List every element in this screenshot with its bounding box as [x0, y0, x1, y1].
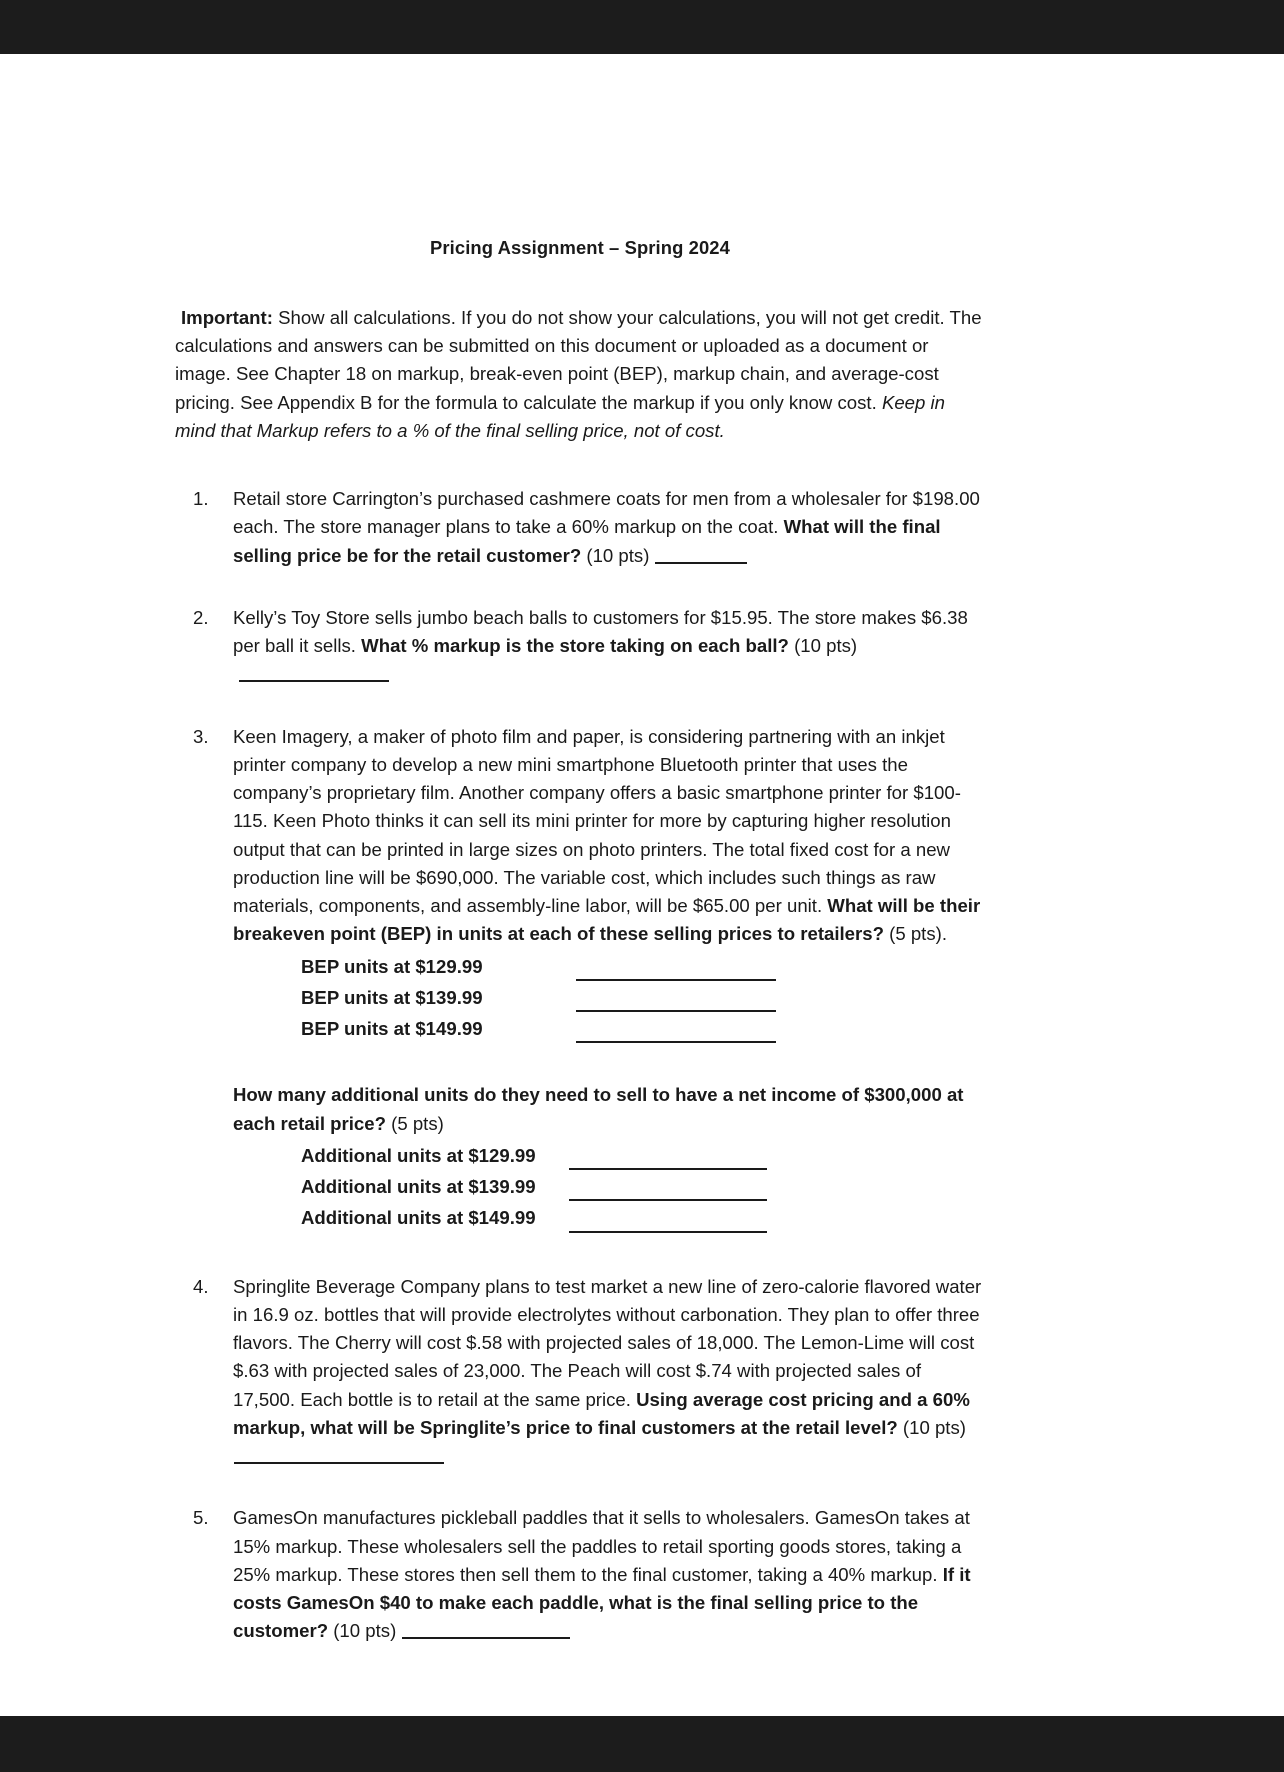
question-item-5	[175, 1504, 985, 1645]
answer-blank-q5[interactable]	[402, 1622, 570, 1640]
question-4-points: (10 pts)	[902, 1416, 966, 1438]
question-2-bold: What % markup is the store taking on each ball?	[361, 635, 789, 657]
additional-row-1	[301, 1142, 985, 1170]
question-2-points: (10 pts)	[794, 635, 858, 657]
question-3-subquestion-points: (5 pts)	[391, 1112, 444, 1134]
question-1-plain: Retail store Carrington’s purchased cashmere coats for men from a wholesaler for $198.00 each. The store manager plans to take a 60% markup on the coat.	[233, 488, 980, 538]
bep-blank-3[interactable]	[576, 1021, 776, 1043]
question-1-bold: What will the final selling price be for the retail customer?	[233, 516, 941, 566]
document-page	[0, 54, 1284, 1716]
question-3-points: (5 pts).	[889, 923, 948, 945]
question-text-3	[233, 726, 980, 945]
question-1-points: (10 pts)	[586, 544, 650, 566]
additional-row-3	[301, 1204, 985, 1232]
question-list	[175, 485, 985, 1646]
intro-paragraph	[175, 304, 985, 445]
bep-blank-1[interactable]	[576, 959, 776, 981]
question-3-subquestion-bold: How many additional units do they need to sell to have a net income of $300,000 at each retail price?	[233, 1084, 964, 1134]
intro-important-label: Important:	[181, 306, 273, 328]
question-text-4	[233, 1276, 981, 1467]
answer-blank-q2[interactable]	[239, 665, 389, 683]
question-5-points: (10 pts)	[333, 1620, 397, 1642]
additional-row-2	[301, 1173, 985, 1201]
question-3-subquestion	[233, 1081, 985, 1138]
question-5-bold: If it costs GamesOn $40 to make each paddle, what is the final selling price to the customer?	[233, 1563, 971, 1642]
additional-blank-3[interactable]	[569, 1210, 767, 1232]
document-content	[175, 234, 985, 1680]
bep-label-1: BEP units at $129.99	[301, 955, 483, 977]
question-item-3	[175, 723, 985, 1233]
bep-row-3	[301, 1015, 985, 1043]
question-5-plain: GamesOn manufactures pickleball paddles that it sells to wholesalers. GamesOn takes at 15% markup. These wholesalers sell the paddles to retail sporting goods stores, taking a 25% markup. These stores then sell them to the final customer, taking a 40% markup.	[233, 1507, 970, 1585]
question-text-1	[233, 488, 980, 566]
page-title: Pricing Assignment – Spring 2024	[430, 237, 730, 258]
question-text-2	[233, 607, 968, 685]
bep-label-2: BEP units at $139.99	[301, 986, 483, 1008]
additional-label-1: Additional units at $129.99	[301, 1144, 536, 1166]
bep-blank-2[interactable]	[576, 990, 776, 1012]
additional-blank-2[interactable]	[569, 1179, 767, 1201]
intro-body-text: Show all calculations. If you do not show your calculations, you will not get credit. The calculations and answers can be submitted on this document or uploaded as a document or image. See Chapter 18 on markup, break-even point (BEP), markup chain, and average-cost pricing. See Appendix B for the formula to calculate the markup if you only know cost.	[175, 306, 982, 413]
question-number-1: 1.	[193, 488, 209, 510]
question-item-1	[175, 485, 985, 570]
answer-blank-q1[interactable]	[655, 546, 747, 564]
question-number-3: 3.	[193, 725, 209, 747]
question-2-plain: Kelly’s Toy Store sells jumbo beach balls to customers for $15.95. The store makes $6.38 per ball it sells.	[233, 606, 968, 657]
bep-row-1	[301, 953, 985, 981]
question-3-plain: Keen Imagery, a maker of photo film and paper, is considering partnering with an inkjet printer company to develop a new mini smartphone Bluetooth printer that uses the company’s proprietary film. Another company offers a basic smartphone printer for $100-115. Keen Photo thinks it can sell its mini printer for more by capturing higher resolution output that can be printed in large sizes on photo printers. The total fixed cost for a new production line will be $690,000. The variable cost, which includes such things as raw materials, components, and assembly-line labor, will be $65.00 per unit.	[233, 725, 961, 917]
question-item-4	[175, 1273, 985, 1471]
question-text-5	[233, 1507, 971, 1641]
additional-label-3: Additional units at $149.99	[301, 1207, 536, 1229]
bep-label-3: BEP units at $149.99	[301, 1018, 483, 1040]
question-number-5: 5.	[193, 1507, 209, 1529]
answer-blank-q4[interactable]	[234, 1446, 444, 1464]
question-item-2	[175, 604, 985, 689]
viewer-top-band	[0, 0, 1284, 54]
additional-label-2: Additional units at $139.99	[301, 1176, 536, 1198]
viewer-bottom-band	[0, 1716, 1284, 1772]
bep-row-2	[301, 984, 985, 1012]
bep-answer-rows	[301, 953, 985, 1044]
question-4-plain: Springlite Beverage Company plans to test market a new line of zero-calorie flavored water in 16.9 oz. bottles that will provide electrolytes without carbonation. They plan to offer three flavors. The Cherry will cost $.58 with projected sales of 18,000. The Lemon-Lime will cost $.63 with projected sales of 23,000. The Peach will cost $.74 with projected sales of 17,500. Each bottle is to retail at the same price.	[233, 1275, 982, 1410]
intro-italic-note: Keep in mind that Markup refers to a % of the final selling price, not of cost.	[175, 391, 946, 441]
additional-blank-1[interactable]	[569, 1148, 767, 1170]
question-number-2: 2.	[193, 606, 209, 628]
question-number-4: 4.	[193, 1275, 209, 1297]
question-4-bold: Using average cost pricing and a 60% markup, what will be Springlite’s price to final customers at the retail level?	[233, 1388, 970, 1438]
question-3-bold: What will be their breakeven point (BEP) in units at each of these selling prices to retailers?	[233, 895, 981, 945]
additional-units-answer-rows	[301, 1142, 985, 1233]
